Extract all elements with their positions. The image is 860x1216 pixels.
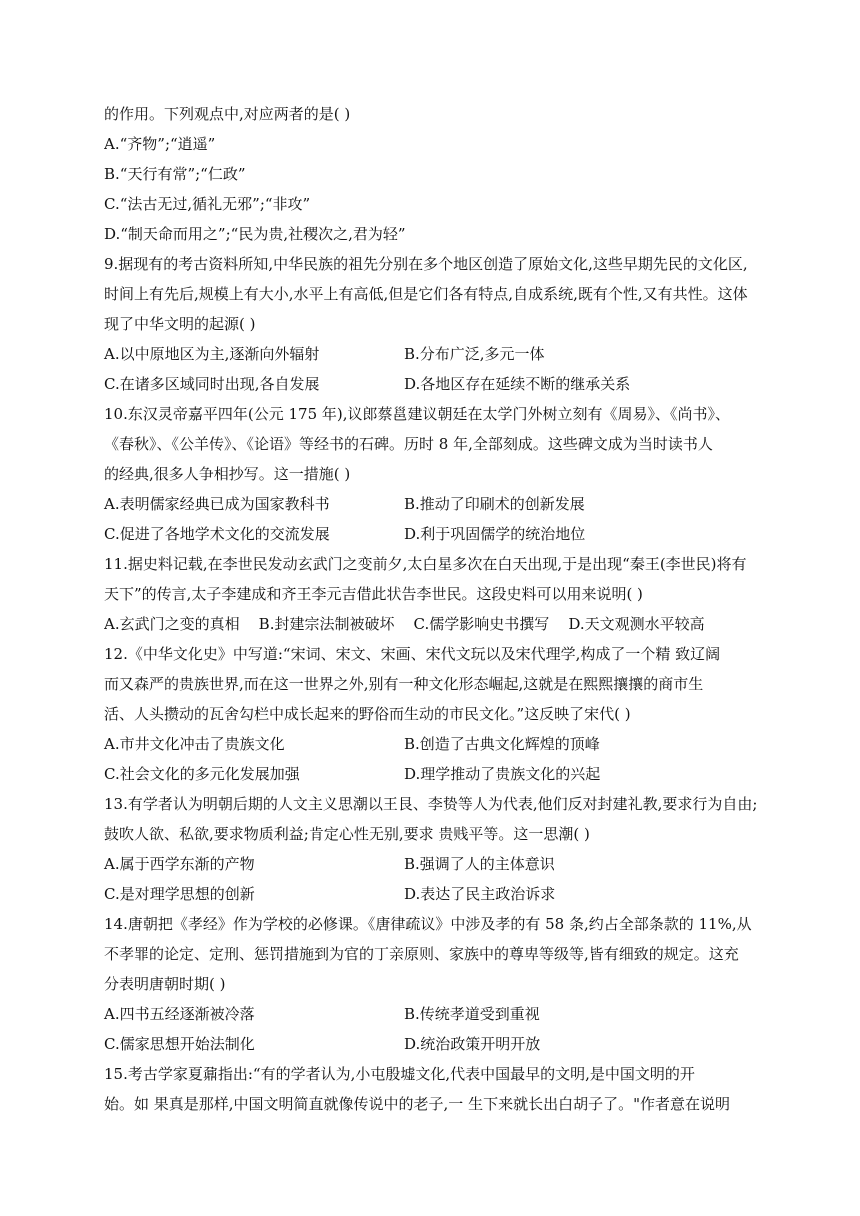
question-13-option-b: B.强调了人的主体意识 (404, 855, 555, 873)
question-10-option-d: D.利于巩固儒学的统治地位 (404, 525, 586, 543)
question-13-stem-line-1: 13.有学者认为明朝后期的人文主义思潮以王艮、李贽等人为代表,他们反对封建礼教,要求行为自由; (104, 795, 758, 813)
question-15-stem-line-2: 始。如 果真是那样,中国文明简直就像传说中的老子,一 生下来就长出白胡子了。"作者意在说明 (104, 1095, 730, 1113)
question-9-stem-line-3: 现了中华文明的起源( ) (104, 315, 256, 333)
question-9-option-a: A.以中原地区为主,逐渐向外辐射 (104, 345, 320, 363)
question-12-stem-line-3: 活、人头攒动的瓦舍勾栏中成长起来的野俗而生动的市民文化。”这反映了宋代( ) (104, 705, 631, 723)
question-10-option-b: B.推动了印刷术的创新发展 (404, 495, 585, 513)
question-9-option-b: B.分布广泛,多元一体 (404, 345, 545, 363)
question-9-option-c: C.在诸多区域同时出现,各自发展 (104, 375, 320, 393)
question-10-stem-line-2: 《春秋》、《公羊传》、《论语》等经书的石碑。历时 8 年,全部刻成。这些碑文成为当时读书人 (104, 435, 713, 453)
question-15-stem-line-1: 15.考古学家夏鼐指出:“有的学者认为,小屯殷墟文化,代表中国最早的文明,是中国文明的开 (104, 1065, 695, 1083)
question-14-option-c: C.儒家思想开始法制化 (104, 1035, 255, 1053)
question-12-option-a: A.市井文化冲击了贵族文化 (104, 735, 285, 753)
question-8-option-a: A.“齐物”;“逍遥” (104, 135, 216, 153)
question-10-stem-line-3: 的经典,很多人争相抄写。这一措施( ) (104, 465, 351, 483)
question-12-option-d: D.理学推动了贵族文化的兴起 (404, 765, 601, 783)
question-14-option-b: B.传统孝道受到重视 (404, 1005, 540, 1023)
question-11-options: A.玄武门之变的真相 B.封建宗法制被破坏 C.儒学影响史书撰写 D.天文观测水平较高 (104, 615, 705, 633)
question-14-stem-line-1: 14.唐朝把《孝经》作为学校的必修课。《唐律疏议》中涉及孝的有 58 条,约占全部条款的 11%,从 (104, 915, 752, 933)
question-9-stem-line-2: 时间上有先后,规模上有大小,水平上有高低,但是它们各有特点,自成系统,既有个性,又有共性。这体 (104, 285, 748, 303)
question-9-option-d: D.各地区存在延续不断的继承关系 (404, 375, 631, 393)
question-8-stem-tail: 的作用。下列观点中,对应两者的是( ) (104, 105, 351, 123)
question-14-option-a: A.四书五经逐渐被冷落 (104, 1005, 255, 1023)
question-8-option-c: C.“法古无过,循礼无邪”;“非攻” (104, 195, 311, 213)
question-8-option-b: B.“天行有常”;“仁政” (104, 165, 246, 183)
question-13-option-d: D.表达了民主政治诉求 (404, 885, 556, 903)
question-11-stem-line-2: 天下”的传言,太子李建成和齐王李元吉借此状告李世民。这段史料可以用来说明( ) (104, 585, 643, 603)
question-13-stem-line-2: 鼓吹人欲、私欲,要求物质利益;肯定心性无别,要求 贵贱平等。这一思潮( ) (104, 825, 590, 843)
question-12-option-c: C.社会文化的多元化发展加强 (104, 765, 300, 783)
question-13-option-a: A.属于西学东渐的产物 (104, 855, 255, 873)
question-14-stem-line-3: 分表明唐朝时期( ) (104, 975, 226, 993)
question-10-option-c: C.促进了各地学术文化的交流发展 (104, 525, 330, 543)
question-9-stem-line-1: 9.据现有的考古资料所知,中华民族的祖先分别在多个地区创造了原始文化,这些早期先民的文化区, (104, 255, 748, 273)
question-12-stem-line-2: 而又森严的贵族世界,而在这一世界之外,别有一种文化形态崛起,这就是在熙熙攘攘的商市生 (104, 675, 704, 693)
question-14-option-d: D.统治政策开明开放 (404, 1035, 541, 1053)
question-12-option-b: B.创造了古典文化辉煌的顶峰 (404, 735, 600, 753)
question-12-stem-line-1: 12.《中华文化史》中写道:“宋词、宋文、宋画、宋代文玩以及宋代理学,构成了一个精 致辽阔 (104, 645, 721, 663)
question-8-option-d: D.“制天命而用之”;“民为贵,社稷次之,君为轻” (104, 225, 406, 243)
question-11-stem-line-1: 11.据史料记载,在李世民发动玄武门之变前夕,太白星多次在白天出现,于是出现“秦王(李世民)将有 (104, 555, 747, 573)
question-10-stem-line-1: 10.东汉灵帝嘉平四年(公元 175 年),议郎蔡邕建议朝廷在太学门外树立刻有《周易》、《尚书》、 (104, 405, 730, 423)
question-14-stem-line-2: 不孝罪的论定、定刑、惩罚措施到为官的丁亲原则、家族中的尊卑等级等,皆有细致的规定。这充 (104, 945, 739, 963)
question-13-option-c: C.是对理学思想的创新 (104, 885, 255, 903)
question-10-option-a: A.表明儒家经典已成为国家教科书 (104, 495, 330, 513)
